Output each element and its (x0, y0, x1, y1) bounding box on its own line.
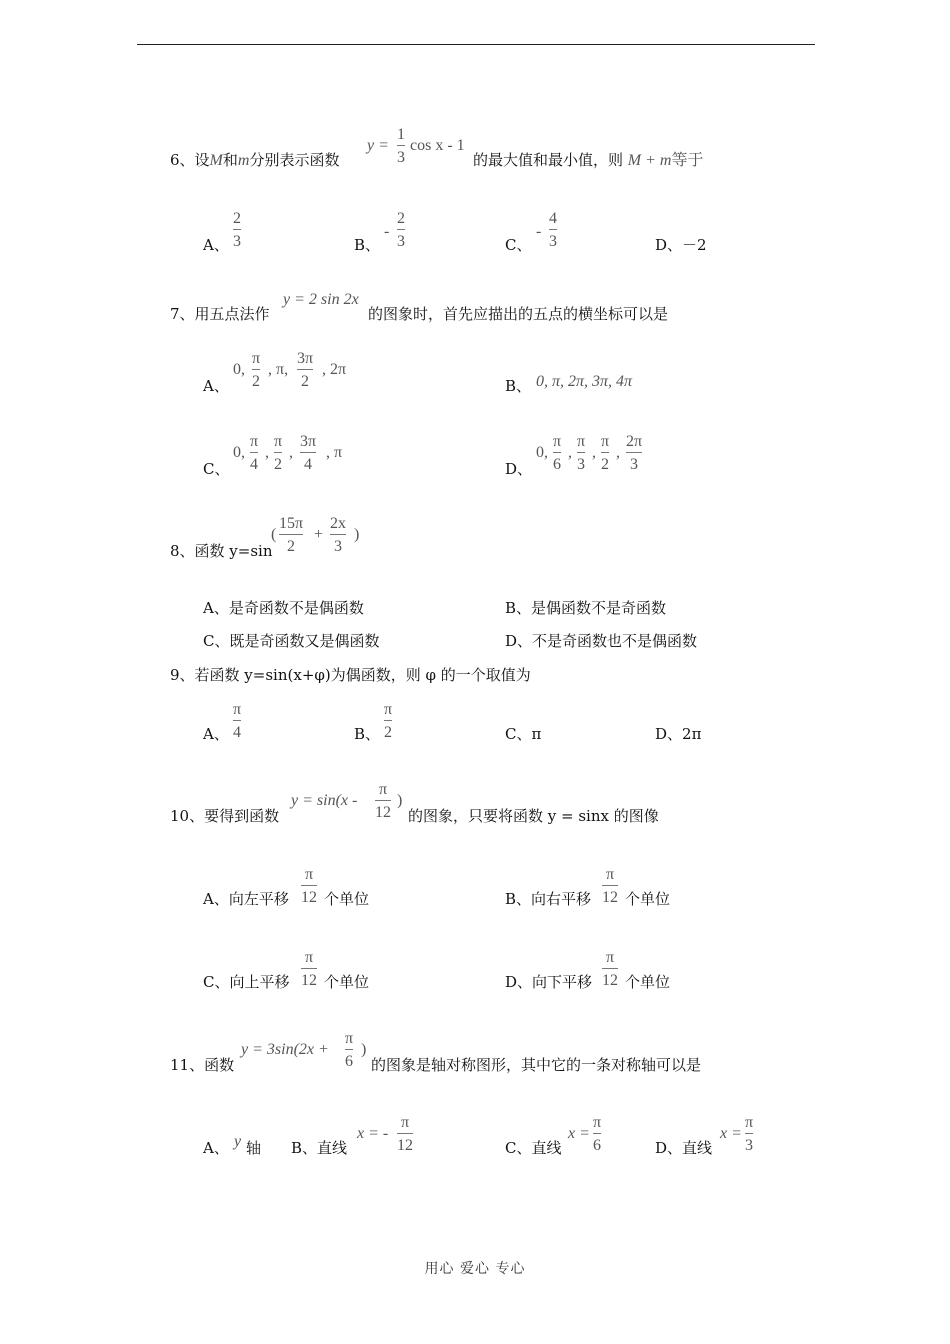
q10-option-d-fraction: π 12 (602, 949, 618, 989)
page-footer: 用心 爱心 专心 (424, 1261, 526, 1277)
q10-formula: y = sin(x - (291, 792, 358, 809)
q7-option-d-frac1: π 6 (553, 433, 562, 473)
q6-option-c-sign: - (536, 223, 542, 240)
q10-stem-prefix: 10、要得到函数 (170, 807, 280, 825)
q7-option-c-comma2: , (289, 444, 293, 461)
q7-option-a-end: , 2π (322, 361, 347, 378)
q6-option-b-sign: - (384, 223, 390, 240)
header-rule (137, 44, 815, 45)
q11-option-b-lhs: x = - (357, 1125, 389, 1142)
q10-option-c: C、向上平移 (203, 973, 290, 991)
q7-option-b: B、 (505, 377, 532, 395)
q8-option-b: B、是偶函数不是奇函数 (505, 599, 667, 617)
q10-option-d: D、向下平移 (505, 973, 593, 991)
q7-option-a-zero: 0, (233, 361, 245, 378)
q9-option-b-fraction: π 2 (384, 701, 393, 741)
q11-formula: y = 3sin(2x + (241, 1041, 329, 1058)
q8-option-c: C、既是奇函数又是偶函数 (203, 632, 380, 650)
q11-option-a: A、 (203, 1139, 229, 1157)
q8-rparen: ) (354, 526, 360, 543)
q7-option-c-frac1: π 4 (250, 433, 259, 473)
q7-option-b-values: 0, π, 2π, 3π, 4π (536, 373, 633, 390)
q11-option-c: C、直线 (505, 1139, 562, 1157)
q7-option-d-frac2: π 3 (577, 433, 586, 473)
q9-stem: 9、若函数 y=sin(x+φ)为偶函数，则 φ 的一个取值为 (170, 666, 531, 684)
q10-option-a-fraction: π 12 (301, 866, 317, 906)
q7-option-c-frac2: π 2 (274, 433, 283, 473)
q11-fraction: π 6 (345, 1030, 354, 1070)
q8-option-d: D、不是奇函数也不是偶函数 (505, 632, 698, 650)
q9-option-a: A、 (203, 725, 229, 743)
q11-stem-tail: 的图象是轴对称图形，其中它的一条对称轴可以是 (371, 1056, 702, 1074)
q7-option-c-end: , π (326, 444, 343, 461)
q6-formula-lhs: y = (367, 137, 389, 154)
q11-option-c-fraction: π 6 (593, 1114, 602, 1154)
q7-stem-prefix: 7、用五点法作 (170, 305, 270, 323)
q6-stem: 6、设M和m分别表示函数 (170, 151, 340, 169)
q7-option-a-frac1: π 2 (252, 350, 261, 390)
q11-option-b-fraction: π 12 (397, 1114, 413, 1154)
q6-option-a-fraction: 2 3 (233, 210, 241, 250)
q7-option-d-frac4: 2π 3 (626, 433, 643, 473)
q7-option-c: C、 (203, 460, 230, 478)
q11-option-c-lhs: x = (568, 1125, 590, 1142)
q8-lparen: ( (271, 526, 277, 543)
q7-option-c-frac3: 3π 4 (300, 433, 317, 473)
q10-option-c-fraction: π 12 (301, 949, 317, 989)
q10-option-c-unit: 个单位 (324, 973, 370, 991)
q7-option-d-frac3: π 2 (601, 433, 610, 473)
q6-option-b: B、 (354, 236, 381, 254)
q7-option-d-comma1: , (568, 444, 572, 461)
q7-option-d-comma3: , (616, 444, 620, 461)
q7-option-d-comma2: , (592, 444, 596, 461)
q6-option-d: D、－2 (655, 236, 707, 254)
q10-option-d-unit: 个单位 (625, 973, 671, 991)
q7-option-a-frac2: 3π 2 (297, 350, 314, 390)
q6-stem-tail: 的最大值和最小值，则 M + m等于 (473, 151, 704, 169)
q7-formula: y = 2 sin 2x (283, 291, 359, 308)
q8-frac2: 2x 3 (330, 515, 346, 555)
q10-fraction: π 12 (375, 781, 391, 821)
q10-option-b: B、向右平移 (505, 890, 592, 908)
q9-option-c: C、π (505, 725, 542, 743)
q11-option-d: D、直线 (655, 1139, 713, 1157)
q11-rparen: ) (361, 1041, 367, 1058)
q11-stem-prefix: 11、函数 (170, 1056, 235, 1074)
q10-option-a-unit: 个单位 (324, 890, 370, 908)
q7-stem-tail: 的图象时，首先应描出的五点的横坐标可以是 (368, 305, 669, 323)
q6-option-c: C、 (505, 236, 532, 254)
q6-option-b-fraction: 2 3 (397, 210, 405, 250)
q8-stem-prefix: 8、函数 y=sin (170, 542, 273, 560)
q7-option-c-zero: 0, (233, 444, 245, 461)
q8-frac1: 15π 2 (279, 515, 304, 555)
q11-option-a-axis: 轴 (246, 1139, 262, 1157)
q10-stem-tail: 的图象，只要将函数 y = sinx 的图像 (408, 807, 659, 825)
q8-plus: + (314, 526, 324, 543)
q10-option-b-unit: 个单位 (625, 890, 671, 908)
q10-option-a: A、向左平移 (203, 890, 289, 908)
q11-option-a-y: y (234, 1133, 242, 1150)
q7-option-a-mid: , π, (268, 361, 289, 378)
q11-option-d-lhs: x = (720, 1125, 742, 1142)
q9-option-a-fraction: π 4 (233, 701, 242, 741)
q9-option-b: B、 (354, 725, 381, 743)
q6-fraction: 1 3 (397, 126, 405, 166)
q11-option-b: B、直线 (291, 1139, 348, 1157)
q7-option-d: D、 (505, 460, 533, 478)
q7-option-c-comma1: , (265, 444, 269, 461)
q10-rparen: ) (397, 792, 403, 809)
q6-option-c-fraction: 4 3 (549, 210, 557, 250)
q10-option-b-fraction: π 12 (602, 866, 618, 906)
q6-formula-rhs: cos x - 1 (410, 137, 465, 154)
q11-option-d-fraction: π 3 (745, 1114, 754, 1154)
q8-option-a: A、是奇函数不是偶函数 (203, 599, 364, 617)
q6-option-a: A、 (203, 236, 229, 254)
q9-option-d: D、2π (655, 725, 702, 743)
q7-option-d-zero: 0, (536, 444, 548, 461)
q7-option-a: A、 (203, 377, 229, 395)
